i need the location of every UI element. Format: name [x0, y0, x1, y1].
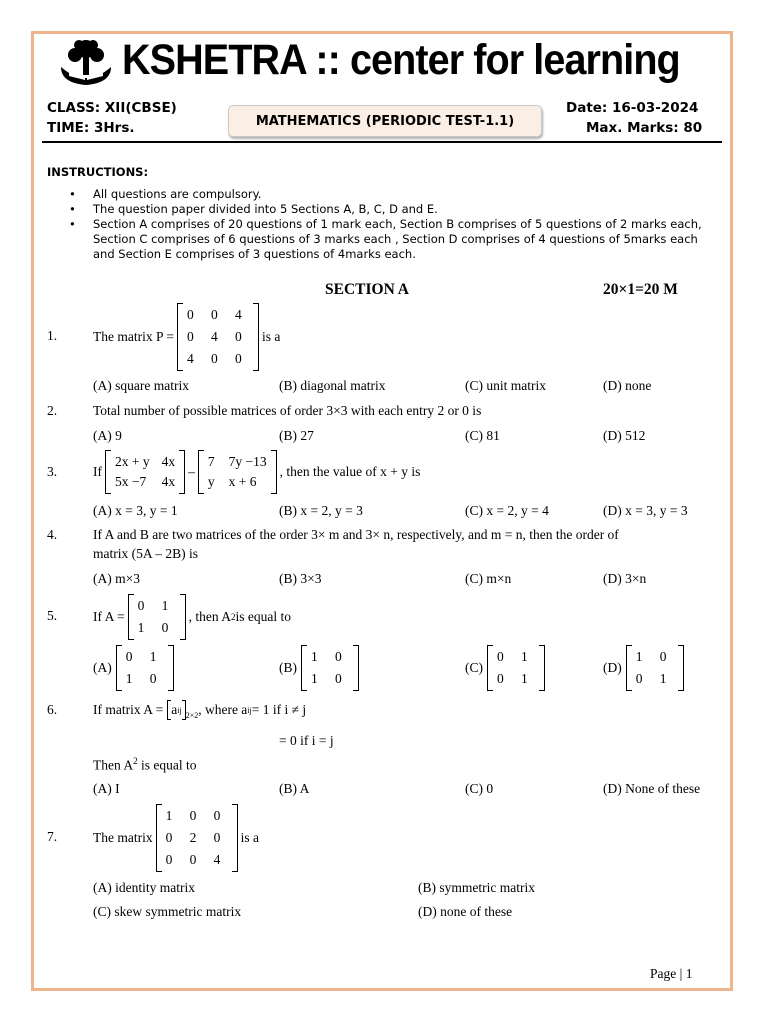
q1-stem: The matrix P = 0 0 4 0 4 0 4 0 0 is a	[93, 303, 280, 371]
q6-option-d: (D) None of these	[603, 781, 701, 796]
instruction-item: • Section A comprises of 20 questions of 1 mark each, Section B comprises of 5 questions of 2 marks each, Section C comprises of 6 questions of 3 marks each , Section D comprises of 4 questions of 5marks each and Section E comprises of 3 questions of 4marks each.	[93, 217, 713, 262]
q4-option-b: (B) 3×3	[279, 571, 322, 586]
q6-then: Then $A^2$ is equal to	[93, 756, 197, 773]
q2-option-d: (D) 512	[603, 428, 646, 443]
q5-option-b: (B) 1 0 1 0	[279, 645, 359, 691]
q6-stem: If matrix A = a ij $_{2\times 2}$ , where a ij = 1 if i ≠ j	[93, 702, 307, 720]
q5-option-c-matrix: 0 1 0 1	[487, 645, 545, 691]
instructions-title: INSTRUCTIONS:	[47, 165, 149, 179]
section-title: SECTION A	[325, 281, 409, 298]
q1-option-c: (C) unit matrix	[465, 378, 546, 393]
q7-option-a: (A) identity matrix	[93, 880, 195, 895]
q2-stem: Total number of possible matrices of order 3×3 with each entry 2 or 0 is	[93, 403, 482, 418]
tree-logo-icon	[57, 37, 115, 89]
q1-matrix: 0 0 4 0 4 0 4 0 0	[177, 303, 259, 371]
q2-option-a: (A) 9	[93, 428, 122, 443]
q3-option-d: (D) x = 3, y = 3	[603, 503, 688, 518]
q4-option-d: (D) 3×n	[603, 571, 647, 586]
q5-option-c: (C) 0 1 0 1	[465, 645, 545, 691]
q3-option-b: (B) x = 2, y = 3	[279, 503, 363, 518]
time-label: TIME: 3Hrs.	[47, 120, 135, 136]
q4-stem-line1: If A and B are two matrices of the order 3× m and 3× n, respectively, and m = n, then the order of	[93, 527, 619, 542]
school-name: KSHETRA :: center for learning	[122, 36, 680, 84]
section-marks: 20×1=20 M	[603, 281, 678, 298]
q3-matrix-2: 7 7y −13 y x + 6	[198, 450, 277, 494]
q2-option-b: (B) 27	[279, 428, 314, 443]
q1-number: 1.	[47, 328, 58, 343]
instructions-list	[93, 187, 713, 262]
q3-matrix-1: 2x + y 4x 5x −7 4x	[105, 450, 185, 494]
q7-number: 7.	[47, 829, 58, 844]
q1-option-d: (D) none	[603, 378, 652, 393]
instruction-item: • The question paper divided into 5 Sections A, B, C, D and E.	[93, 202, 713, 217]
q1-option-a: (A) square matrix	[93, 378, 189, 393]
max-marks-label: Max. Marks: 80	[586, 120, 703, 136]
q6-option-c: (C) 0	[465, 781, 494, 796]
instruction-item: • All questions are compulsory.	[93, 187, 713, 202]
q5-option-a: (A) 0 1 1 0	[93, 645, 174, 691]
q4-number: 4.	[47, 527, 58, 542]
header-rule	[42, 141, 722, 143]
q5-option-d-matrix: 1 0 0 1	[626, 645, 684, 691]
page-number: Page | 1	[650, 966, 693, 981]
q3-option-a: (A) x = 3, y = 1	[93, 503, 178, 518]
q1-option-b: (B) diagonal matrix	[279, 378, 386, 393]
q6-number: 6.	[47, 702, 58, 717]
q6-option-b: (B) A	[279, 781, 310, 796]
q7-option-c: (C) skew symmetric matrix	[93, 904, 242, 919]
q5-stem: If A = 0 1 1 0 , then A 2 is equal to	[93, 594, 291, 640]
date-label: Date: 16-03-2024	[566, 100, 699, 116]
subject-box	[228, 105, 542, 137]
q7-option-b: (B) symmetric matrix	[418, 880, 535, 895]
q6-condition-2: = 0 if i = j	[279, 733, 334, 748]
q3-number: 3.	[47, 464, 58, 479]
q5-matrix: 0 1 1 0	[128, 594, 186, 640]
q6-option-a: (A) I	[93, 781, 120, 796]
q4-option-a: (A) m×3	[93, 571, 140, 586]
q7-matrix: 1 0 0 0 2 0 0 0 4	[156, 804, 238, 872]
q3-option-c: (C) x = 2, y = 4	[465, 503, 549, 518]
q2-option-c: (C) 81	[465, 428, 500, 443]
subject-title: MATHEMATICS (PERIODIC TEST-1.1)	[255, 113, 515, 129]
q6-matrix-notation: a ij $_{2\times 2}$	[167, 700, 198, 720]
q4-option-c: (C) m×n	[465, 571, 512, 586]
class-label: CLASS: XII(CBSE)	[47, 100, 177, 116]
q7-stem: The matrix 1 0 0 0 2 0 0 0 4 is a	[93, 804, 259, 872]
q5-number: 5.	[47, 608, 58, 623]
q4-stem-line2: matrix (5A – 2B) is	[93, 546, 198, 561]
q7-option-d: (D) none of these	[418, 904, 513, 919]
q5-option-a-matrix: 0 1 1 0	[116, 645, 174, 691]
q2-number: 2.	[47, 403, 58, 418]
q5-option-b-matrix: 1 0 1 0	[301, 645, 359, 691]
q5-option-d: (D) 1 0 0 1	[603, 645, 684, 691]
q3-stem: If 2x + y 4x 5x −7 4x – 7 7y −13 y x + 6 , then the value of x + y is	[93, 450, 420, 494]
